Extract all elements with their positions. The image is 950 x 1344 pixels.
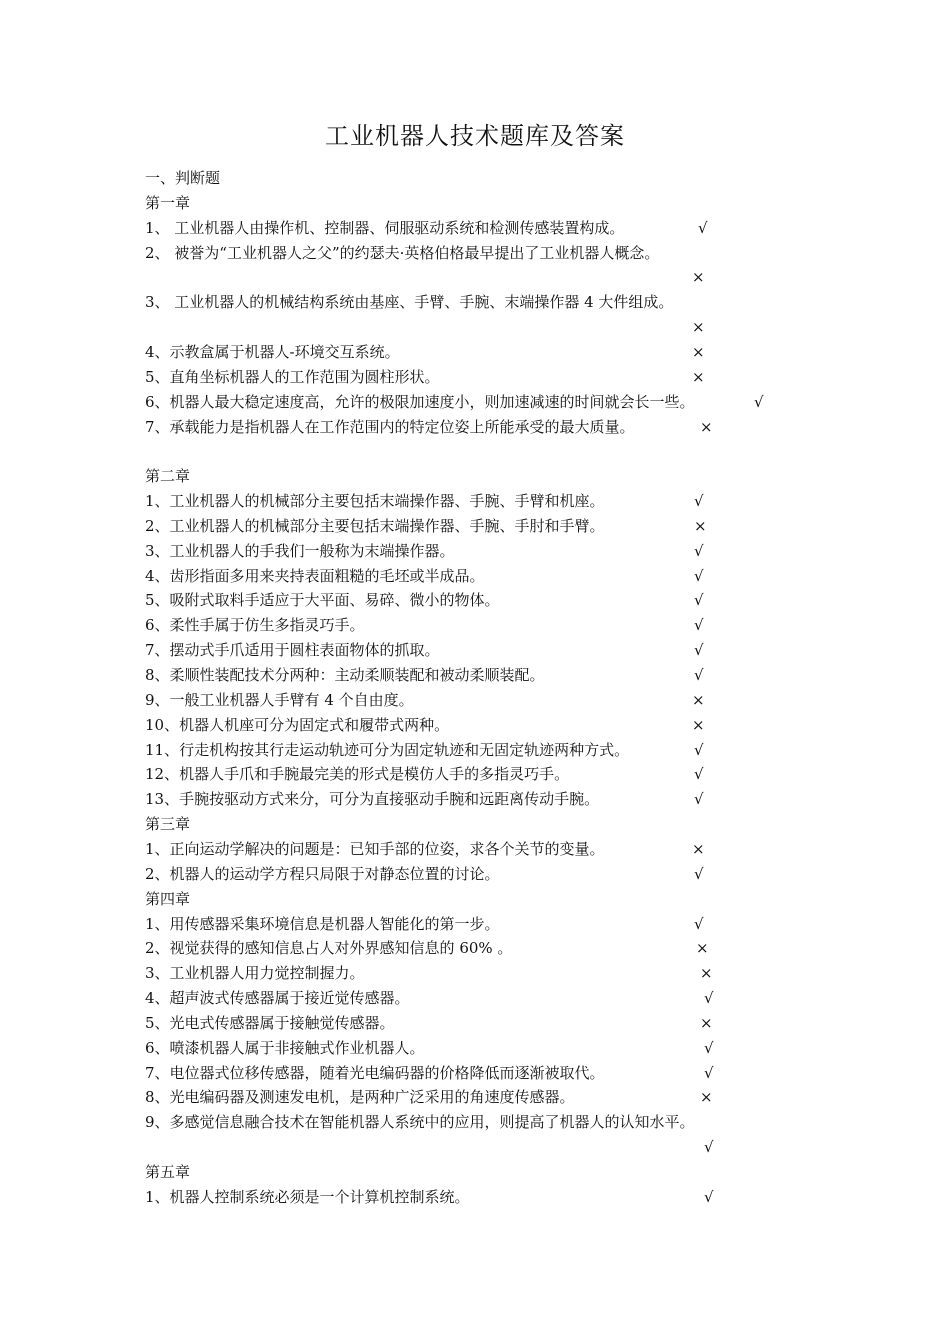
question-text: 6、喷漆机器人属于非接触式作业机器人。 bbox=[145, 1038, 425, 1057]
answer-correct-mark: √ bbox=[704, 989, 714, 1008]
answer-wrong-mark: × bbox=[692, 690, 705, 709]
question-text: 7、摆动式手爪适用于圆柱表面物体的抓取。 bbox=[145, 641, 440, 660]
question-text: 5、直角坐标机器人的工作范围为圆柱形状。 bbox=[145, 367, 440, 386]
question-text: 2、视觉获得的感知信息占人对外界感知信息的 60% 。 bbox=[145, 939, 513, 958]
answer-correct-mark: √ bbox=[694, 616, 704, 635]
question-text: 1、 工业机器人由操作机、控制器、伺服驱动系统和检测传感装置构成。 bbox=[145, 218, 625, 237]
answer-wrong-mark: × bbox=[692, 342, 705, 361]
question-text: 3、工业机器人的手我们一般称为末端操作器。 bbox=[145, 541, 455, 560]
question-text: 5、吸附式取料手适应于大平面、易碎、微小的物体。 bbox=[145, 591, 500, 610]
question-text: 8、光电编码器及测速发电机，是两种广泛采用的角速度传感器。 bbox=[145, 1088, 575, 1107]
question-text: 7、承载能力是指机器人在工作范围内的特定位姿上所能承受的最大质量。 bbox=[145, 417, 635, 436]
question-text: 5、光电式传感器属于接触觉传感器。 bbox=[145, 1013, 395, 1032]
answer-correct-mark: √ bbox=[694, 492, 704, 511]
question-text: 12、机器人手爪和手腕最完美的形式是模仿人手的多指灵巧手。 bbox=[145, 765, 570, 784]
question-text: 1、用传感器采集环境信息是机器人智能化的第一步。 bbox=[145, 914, 500, 933]
answer-wrong-mark: × bbox=[696, 939, 709, 958]
question-text: 4、示教盒属于机器人-环境交互系统。 bbox=[145, 342, 400, 361]
question-text: 2、机器人的运动学方程只局限于对静态位置的讨论。 bbox=[145, 864, 500, 883]
document-title: 工业机器人技术题库及答案 bbox=[325, 122, 625, 150]
question-text: 9、多感觉信息融合技术在智能机器人系统中的应用，则提高了机器人的认知水平。 bbox=[145, 1113, 695, 1132]
section-heading: 一、判断题 bbox=[145, 169, 221, 187]
answer-correct-mark: √ bbox=[694, 740, 704, 759]
answer-correct-mark: √ bbox=[694, 591, 704, 610]
answer-wrong-mark: × bbox=[700, 1088, 713, 1107]
question-text: 2、工业机器人的机械部分主要包括末端操作器、手腕、手肘和手臂。 bbox=[145, 516, 605, 535]
question-text: 8、柔顺性装配技术分两种：主动柔顺装配和被动柔顺装配。 bbox=[145, 666, 545, 684]
answer-correct-mark: √ bbox=[694, 914, 704, 933]
question-text: 3、工业机器人用力觉控制握力。 bbox=[145, 964, 365, 983]
question-text: 3、 工业机器人的机械结构系统由基座、手臂、手腕、末端操作器 4 大件组成。 bbox=[145, 293, 674, 312]
answer-wrong-mark: × bbox=[692, 318, 705, 337]
question-text: 11、行走机构按其行走运动轨迹可分为固定轨迹和无固定轨迹两种方式。 bbox=[145, 740, 630, 759]
answer-wrong-mark: × bbox=[700, 1013, 713, 1032]
answer-wrong-mark: × bbox=[692, 367, 705, 386]
question-text: 6、柔性手属于仿生多指灵巧手。 bbox=[145, 616, 365, 635]
answer-wrong-mark: × bbox=[692, 839, 705, 858]
answer-correct-mark: √ bbox=[704, 1187, 714, 1206]
question-text: 10、机器人机座可分为固定式和履带式两种。 bbox=[145, 715, 450, 734]
question-text: 6、机器人最大稳定速度高，允许的极限加速度小，则加速减速的时间就会长一些。 bbox=[145, 392, 695, 411]
answer-correct-mark: √ bbox=[698, 218, 708, 237]
question-text: 1、工业机器人的机械部分主要包括末端操作器、手腕、手臂和机座。 bbox=[145, 492, 605, 511]
answer-correct-mark: √ bbox=[754, 392, 764, 411]
chapter-heading: 第四章 bbox=[145, 889, 191, 908]
answer-correct-mark: √ bbox=[704, 1063, 714, 1082]
chapter-heading: 第一章 bbox=[145, 193, 191, 212]
question-text: 1、机器人控制系统必须是一个计算机控制系统。 bbox=[145, 1187, 470, 1206]
question-text: 1、正向运动学解决的问题是：已知手部的位姿，求各个关节的变量。 bbox=[145, 839, 605, 858]
answer-wrong-mark: × bbox=[692, 268, 705, 287]
answer-correct-mark: √ bbox=[704, 1138, 714, 1157]
question-text: 7、电位器式位移传感器，随着光电编码器的价格降低而逐渐被取代。 bbox=[145, 1063, 605, 1082]
chapter-heading: 第五章 bbox=[145, 1163, 191, 1181]
answer-wrong-mark: × bbox=[694, 516, 707, 535]
chapter-heading: 第三章 bbox=[145, 815, 191, 834]
question-text: 13、手腕按驱动方式来分，可分为直接驱动手腕和远距离传动手腕。 bbox=[145, 790, 600, 809]
question-text: 4、齿形指面多用来夹持表面粗糙的毛坯或半成品。 bbox=[145, 566, 485, 585]
answer-correct-mark: √ bbox=[694, 765, 704, 784]
question-text: 4、超声波式传感器属于接近觉传感器。 bbox=[145, 989, 410, 1008]
answer-correct-mark: √ bbox=[694, 666, 704, 684]
answer-correct-mark: √ bbox=[694, 566, 704, 585]
answer-correct-mark: √ bbox=[694, 641, 704, 660]
chapter-heading: 第二章 bbox=[145, 467, 191, 486]
answer-correct-mark: √ bbox=[704, 1038, 714, 1057]
question-text: 9、一般工业机器人手臂有 4 个自由度。 bbox=[145, 690, 414, 709]
answer-wrong-mark: × bbox=[700, 417, 713, 436]
answer-wrong-mark: × bbox=[700, 964, 713, 983]
question-text: 2、 被誉为“工业机器人之父”的约瑟夫·英格伯格最早提出了工业机器人概念。 bbox=[145, 243, 660, 262]
answer-correct-mark: √ bbox=[694, 541, 704, 560]
answer-wrong-mark: × bbox=[692, 715, 705, 734]
answer-correct-mark: √ bbox=[694, 864, 704, 883]
answer-correct-mark: √ bbox=[694, 790, 704, 809]
